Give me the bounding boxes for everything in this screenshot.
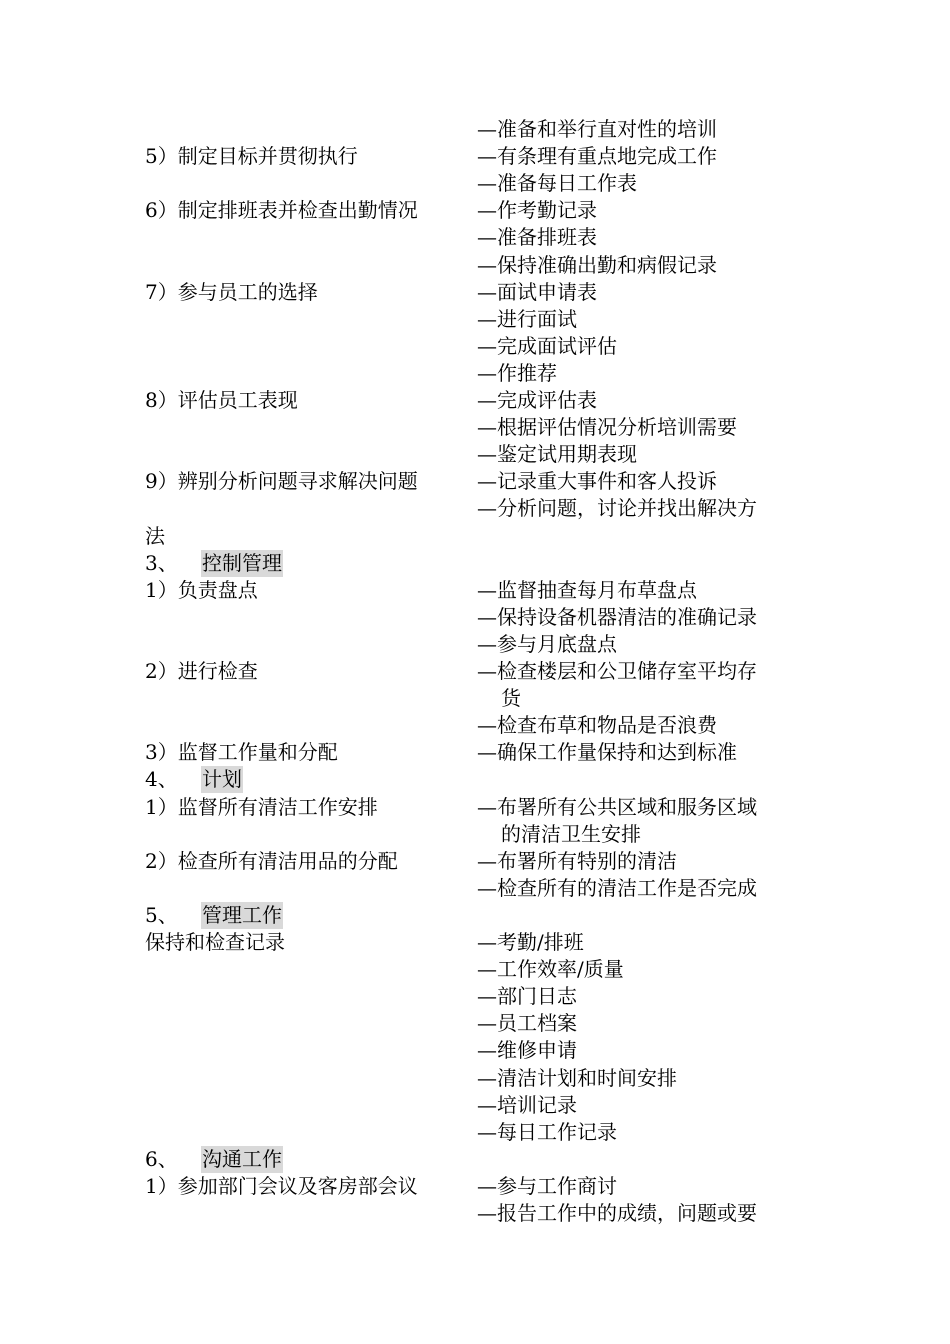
task-item: —准备排班表 xyxy=(477,225,597,250)
task-item: —有条理有重点地完成工作 xyxy=(477,144,717,169)
text-line xyxy=(0,685,950,712)
task-item: —鉴定试用期表现 xyxy=(477,442,637,467)
task-item: —布署所有公共区域和服务区域 xyxy=(477,794,757,819)
section-number: 6、 xyxy=(145,1146,178,1171)
task-item: —检查楼层和公卫储存室平均存 xyxy=(477,659,757,683)
text-line xyxy=(0,848,950,875)
task-item: —准备每日工作表 xyxy=(477,171,637,196)
text-line xyxy=(0,1119,950,1146)
text-line xyxy=(0,929,950,956)
section-heading: 管理工作 xyxy=(202,902,282,927)
text-line xyxy=(0,468,950,495)
duty-item: 5）制定目标并贯彻执行 xyxy=(145,144,358,169)
section-heading: 控制管理 xyxy=(202,550,282,575)
task-item: —维修申请 xyxy=(477,1038,577,1063)
text-line xyxy=(0,116,950,143)
text-line xyxy=(0,360,950,387)
text-line xyxy=(0,604,950,631)
section-number: 4、 xyxy=(145,767,178,792)
text-line xyxy=(0,821,950,848)
task-item: —每日工作记录 xyxy=(477,1119,617,1144)
section-heading: 计划 xyxy=(202,767,242,792)
task-item: —记录重大事件和客人投诉 xyxy=(477,469,717,494)
section-heading-row xyxy=(0,550,950,577)
task-item: —确保工作量保持和达到标准 xyxy=(477,740,737,765)
text-line xyxy=(0,739,950,766)
section-heading-row xyxy=(0,1146,950,1173)
duty-item: 7）参与员工的选择 xyxy=(145,279,318,304)
text-line xyxy=(0,875,950,902)
text-line xyxy=(0,495,950,522)
duty-item: 8）评估员工表现 xyxy=(145,388,298,412)
task-item: —清洁计划和时间安排 xyxy=(477,1065,677,1090)
duty-item: 3）监督工作量和分配 xyxy=(145,740,338,765)
task-item: —工作效率/质量 xyxy=(477,957,624,982)
duty-item: 保持和检查记录 xyxy=(145,930,285,954)
task-item: —检查所有的清洁工作是否完成 xyxy=(477,875,757,900)
text-line xyxy=(0,1092,950,1119)
duty-item: 2）进行检查 xyxy=(145,659,258,683)
task-item: —参与工作商讨 xyxy=(477,1173,617,1198)
text-line xyxy=(0,414,950,441)
task-item: —保持设备机器清洁的准确记录 xyxy=(477,604,757,629)
duty-item: 法 xyxy=(145,523,165,548)
text-line xyxy=(0,1173,950,1200)
duty-item: 1）监督所有清洁工作安排 xyxy=(145,794,378,819)
task-item: —报告工作中的成绩，问题或要 xyxy=(477,1201,757,1225)
text-line xyxy=(0,1200,950,1227)
task-item-continuation: 货 xyxy=(501,686,521,711)
text-line xyxy=(0,1065,950,1092)
task-item: —监督抽查每月布草盘点 xyxy=(477,577,697,602)
task-item: —培训记录 xyxy=(477,1092,577,1117)
duty-item: 6）制定排班表并检查出勤情况 xyxy=(145,198,418,223)
task-item: —完成面试评估 xyxy=(477,333,617,358)
task-item: —参与月底盘点 xyxy=(477,631,617,656)
task-item: —分析问题，讨论并找出解决方 xyxy=(477,496,757,521)
task-item: —准备和举行直对性的培训 xyxy=(477,117,717,141)
text-line xyxy=(0,1010,950,1037)
text-line xyxy=(0,956,950,983)
section-number: 3、 xyxy=(145,550,178,575)
section-heading-row xyxy=(0,766,950,793)
duty-item: 2）检查所有清洁用品的分配 xyxy=(145,848,398,873)
text-line xyxy=(0,441,950,468)
task-item: —作考勤记录 xyxy=(477,198,597,223)
text-line xyxy=(0,1037,950,1064)
text-line xyxy=(0,333,950,360)
duty-item: 1）负责盘点 xyxy=(145,577,258,602)
text-line xyxy=(0,387,950,414)
duty-item: 1）参加部门会议及客房部会议 xyxy=(145,1173,418,1198)
section-heading: 沟通工作 xyxy=(202,1146,282,1171)
text-line xyxy=(0,631,950,658)
text-line xyxy=(0,712,950,739)
text-line xyxy=(0,143,950,170)
task-item: —部门日志 xyxy=(477,984,577,1009)
text-line xyxy=(0,224,950,251)
task-item-continuation: 的清洁卫生安排 xyxy=(501,821,641,846)
duty-item: 9）辨别分析问题寻求解决问题 xyxy=(145,469,418,494)
text-line xyxy=(0,577,950,604)
text-line xyxy=(0,279,950,306)
section-number: 5、 xyxy=(145,902,178,927)
task-item: —面试申请表 xyxy=(477,279,597,304)
text-line xyxy=(0,794,950,821)
text-line xyxy=(0,170,950,197)
text-line xyxy=(0,197,950,224)
task-item: —保持准确出勤和病假记录 xyxy=(477,252,717,277)
text-line xyxy=(0,523,950,550)
task-item: —员工档案 xyxy=(477,1011,577,1036)
section-heading-row xyxy=(0,902,950,929)
task-item: —考勤/排班 xyxy=(477,930,584,954)
task-item: —布署所有特别的清洁 xyxy=(477,848,677,873)
task-item: —完成评估表 xyxy=(477,388,597,412)
text-line xyxy=(0,983,950,1010)
task-item: —进行面试 xyxy=(477,306,577,331)
task-item: —根据评估情况分析培训需要 xyxy=(477,415,737,440)
text-line xyxy=(0,306,950,333)
task-item: —检查布草和物品是否浪费 xyxy=(477,713,717,738)
text-line xyxy=(0,252,950,279)
text-line xyxy=(0,658,950,685)
task-item: —作推荐 xyxy=(477,360,557,385)
